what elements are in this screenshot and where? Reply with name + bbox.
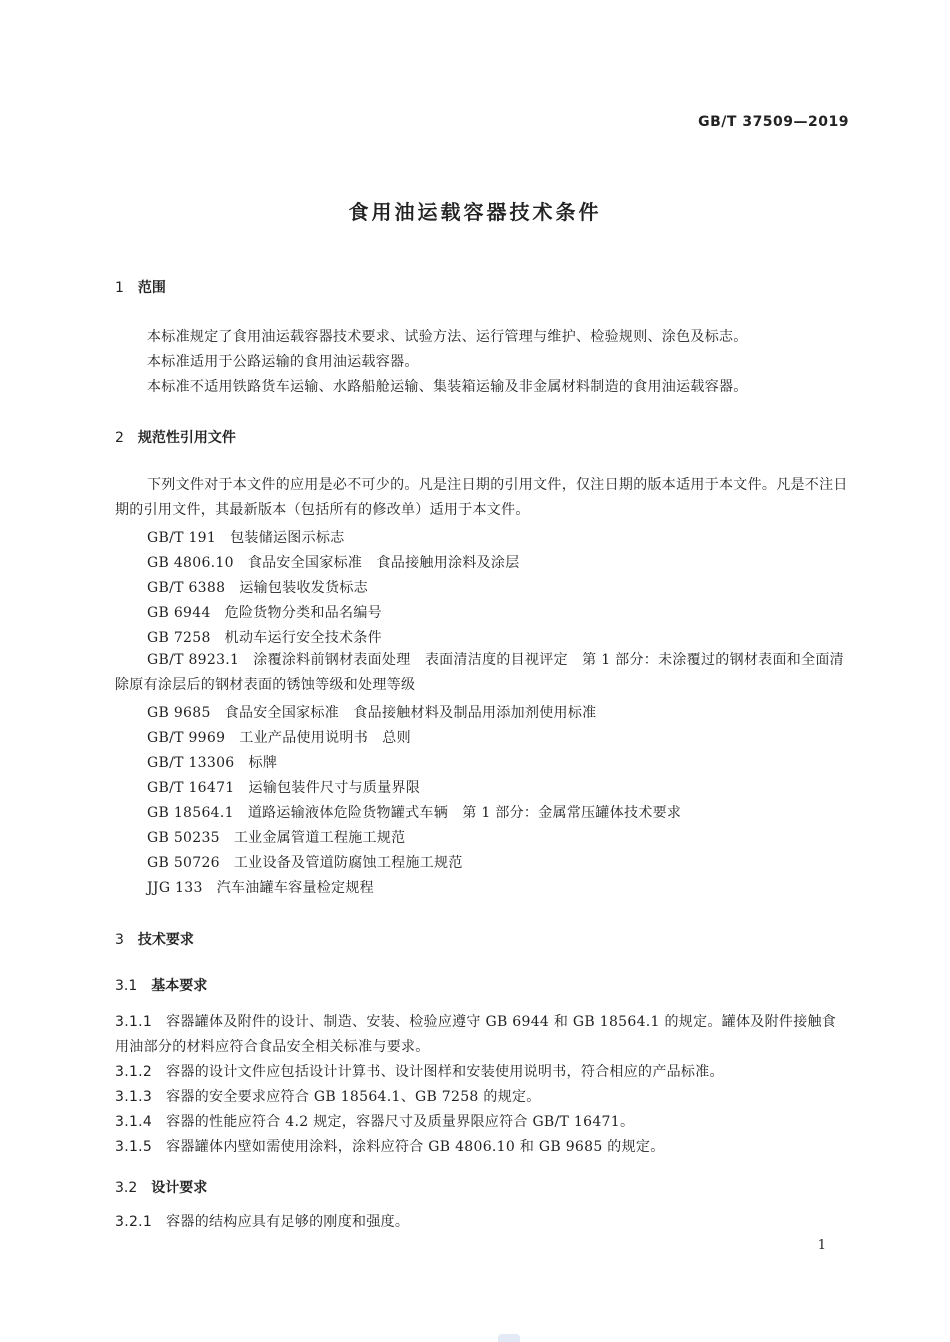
scope-paragraph: 本标准适用于公路运输的食用油运载容器。	[147, 354, 419, 370]
clause-number: 3.1.5	[115, 1139, 153, 1155]
section-1-heading	[115, 277, 166, 297]
reference-title: 涂覆涂料前钢材表面处理 表面清洁度的目视评定 第 1 部分：未涂覆过的钢材表面和全面清除原有涂层后的钢材表面的锈蚀等级和处理等级	[115, 652, 844, 693]
reference-item	[147, 577, 368, 597]
reference-code: GB/T 6388	[147, 580, 226, 596]
reference-title: 食品安全国家标准 食品接触材料及制品用添加剂使用标准	[224, 705, 597, 721]
section-2-heading	[115, 427, 236, 447]
reference-title: 标牌	[248, 755, 278, 771]
clause-3-1-5	[115, 1135, 850, 1160]
reference-code: GB 7258	[147, 630, 211, 646]
clause-text: 容器罐体内壁如需使用涂料，涂料应符合 GB 4806.10 和 GB 9685 的规定。	[166, 1139, 665, 1155]
section-title: 范围	[137, 280, 166, 296]
subsection-3-1-heading	[115, 975, 207, 995]
section-title: 规范性引用文件	[137, 430, 236, 446]
reference-title: 危险货物分类和品名编号	[224, 605, 382, 621]
reference-item	[147, 802, 681, 822]
clause-3-1-2	[115, 1060, 850, 1085]
reference-code: GB 9685	[147, 705, 211, 721]
reference-code: GB 4806.10	[147, 555, 234, 571]
reference-title: 运输包装收发货标志	[239, 580, 369, 596]
page-number: 1	[817, 1238, 826, 1253]
reference-item	[147, 877, 374, 897]
section-3-heading	[115, 929, 194, 949]
section-number: 1	[115, 280, 124, 296]
reference-title: 汽车油罐车容量检定规程	[216, 880, 374, 896]
clause-text: 容器的结构应具有足够的刚度和强度。	[166, 1214, 410, 1230]
document-title: 食用油运载容器技术条件	[348, 200, 602, 224]
reference-code: GB/T 9969	[147, 730, 226, 746]
scope-paragraph: 本标准规定了食用油运载容器技术要求、试验方法、运行管理与维护、检验规则、涂色及标志。	[147, 329, 748, 345]
subsection-number: 3.2	[115, 1180, 138, 1196]
clause-number: 3.1.2	[115, 1064, 153, 1080]
reference-code: GB 6944	[147, 605, 211, 621]
clause-3-1-4	[115, 1110, 850, 1135]
reference-item	[147, 527, 345, 547]
subsection-title: 基本要求	[151, 978, 208, 994]
clause-number: 3.1.1	[115, 1014, 153, 1030]
section-number: 2	[115, 430, 124, 446]
reference-code: GB 18564.1	[147, 805, 234, 821]
clause-number: 3.1.4	[115, 1114, 153, 1130]
clause-number: 3.1.3	[115, 1089, 153, 1105]
reference-item	[147, 602, 382, 622]
reference-title: 运输包装件尺寸与质量界限	[248, 780, 421, 796]
clause-text: 容器的设计文件应包括设计计算书、设计图样和安装使用说明书，符合相应的产品标准。	[166, 1064, 724, 1080]
reference-title: 工业金属管道工程施工规范	[233, 830, 406, 846]
subsection-number: 3.1	[115, 978, 138, 994]
reference-code: GB/T 16471	[147, 780, 235, 796]
reference-title: 机动车运行安全技术条件	[224, 630, 382, 646]
clause-text: 容器罐体及附件的设计、制造、安装、检验应遵守 GB 6944 和 GB 18564.1 的规定。罐体及附件接触食用油部分的材料应符合食品安全相关标准与要求。	[115, 1014, 837, 1055]
reference-item	[147, 727, 411, 747]
reference-item	[147, 552, 520, 572]
reference-code: GB 50726	[147, 855, 220, 871]
reference-title: 工业设备及管道防腐蚀工程施工规范	[233, 855, 463, 871]
page-edge-marker	[498, 1334, 520, 1342]
clause-3-1-3	[115, 1085, 850, 1110]
section-title: 技术要求	[137, 932, 194, 948]
subsection-3-2-heading	[115, 1177, 207, 1197]
reference-item	[147, 852, 463, 872]
clause-text: 容器的安全要求应符合 GB 18564.1、GB 7258 的规定。	[166, 1089, 541, 1105]
standard-code: GB/T 37509—2019	[698, 114, 849, 130]
reference-title: 工业产品使用说明书 总则	[239, 730, 411, 746]
reference-item	[147, 777, 420, 797]
clause-number: 3.2.1	[115, 1214, 153, 1230]
reference-code: GB/T 191	[147, 530, 217, 546]
clause-3-1-1	[115, 1010, 850, 1060]
reference-item	[147, 752, 277, 772]
references-intro: 下列文件对于本文件的应用是必不可少的。凡是注日期的引用文件，仅注日期的版本适用于本文件。凡是不注日期的引用文件，其最新版本（包括所有的修改单）适用于本文件。	[115, 477, 848, 518]
reference-code: JJG 133	[147, 880, 203, 896]
clause-3-2-1	[115, 1210, 850, 1235]
reference-code: GB/T 13306	[147, 755, 235, 771]
reference-title: 道路运输液体危险货物罐式车辆 第 1 部分：金属常压罐体技术要求	[247, 805, 682, 821]
section-number: 3	[115, 932, 124, 948]
subsection-title: 设计要求	[151, 1180, 208, 1196]
reference-item	[147, 627, 382, 647]
clause-text: 容器的性能应符合 4.2 规定，容器尺寸及质量界限应符合 GB/T 16471。	[166, 1114, 635, 1130]
reference-title: 食品安全国家标准 食品接触用涂料及涂层	[247, 555, 520, 571]
reference-item	[115, 648, 850, 698]
reference-item	[147, 827, 405, 847]
scope-paragraph: 本标准不适用铁路货车运输、水路船舱运输、集装箱运输及非金属材料制造的食用油运载容器。	[147, 379, 748, 395]
reference-code: GB 50235	[147, 830, 220, 846]
reference-code: GB/T 8923.1	[147, 652, 240, 668]
reference-item	[147, 702, 596, 722]
reference-title: 包装储运图示标志	[230, 530, 345, 546]
